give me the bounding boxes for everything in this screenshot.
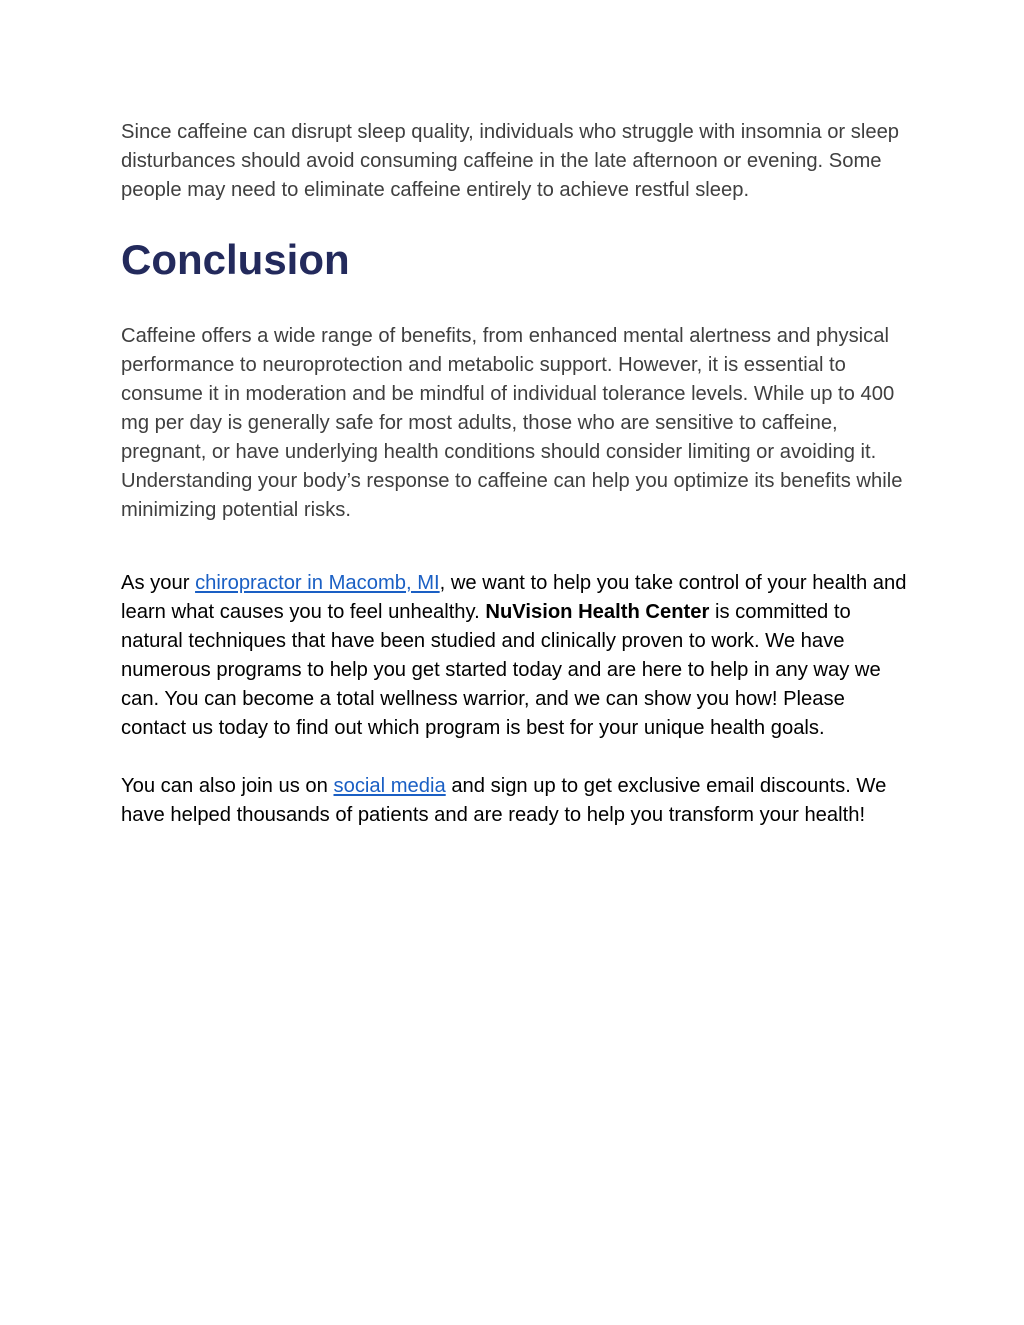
- chiropractor-link[interactable]: chiropractor in Macomb, MI: [195, 572, 440, 594]
- social-suffix-text: and sign up to get exclusive email discounts. We have helped thousands of patients and are ready to help you transform your health!: [121, 775, 887, 826]
- promo-paragraph: [121, 569, 911, 743]
- conclusion-heading: Conclusion: [121, 236, 350, 283]
- brand-name: NuVision Health Center: [485, 601, 710, 623]
- conclusion-paragraph: Caffeine offers a wide range of benefits, from enhanced mental alertness and physical performance to neuroprotection and metabolic support. However, it is essential to consume it in moderation and be mindful of individual tolerance levels. While up to 400 mg per day is generally safe for most adults, those who are sensitive to caffeine, pregnant, or have underlying health conditions should consider limiting or avoiding it. Understanding your body’s response to caffeine can help you optimize its benefits while minimizing potential risks.: [121, 325, 903, 521]
- social-media-link[interactable]: social media: [333, 775, 446, 797]
- promo-prefix-text: As your: [121, 572, 196, 594]
- document-page: [121, 118, 911, 830]
- intro-paragraph: Since caffeine can disrupt sleep quality, individuals who struggle with insomnia or sleep disturbances should avoid consuming caffeine in the late afternoon or evening. Some people may need to eliminate caffeine entirely to achieve restful sleep.: [121, 121, 900, 201]
- social-prefix-text: You can also join us on: [121, 775, 334, 797]
- promo-suffix-text: is committed to natural techniques that have been studied and clinically proven to work. We have numerous programs to help you get started today and are here to help in any way we can. You can become a total wellness warrior, and we can show you how! Please contact us today to find out which program is best for your unique health goals.: [121, 601, 881, 739]
- social-paragraph: [121, 772, 911, 830]
- promo-middle-text: , we want to help you take control of your health and learn what causes you to feel unhealthy.: [121, 572, 907, 623]
